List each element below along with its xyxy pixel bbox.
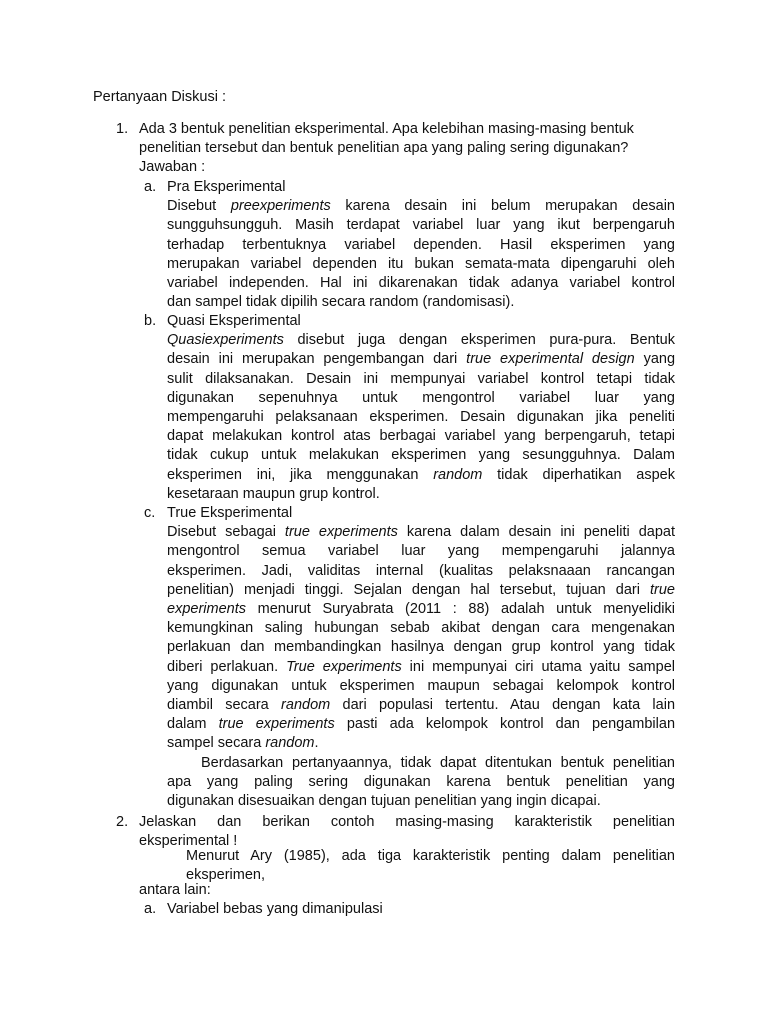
q2-number: 2. [116,814,129,830]
q2a-marker: a. [144,901,157,917]
q1a-line: terhadap terbentuknya variabel dependen. Hasil eksperimen yang [167,236,675,253]
q1-question-line: penelitian tersebut dan bentuk penelitian apa yang paling sering digunakan? [139,140,629,157]
q1a-marker: a. [144,179,157,195]
q1-question [139,120,675,178]
q2-question-line: eksperimental ! [139,833,238,850]
q1b-line: eksperimen ini, jika menggunakan random tidak diperhatikan aspek [167,466,675,483]
q1-number: 1. [116,121,129,137]
q1c-line: sampel secara random. [167,735,319,752]
q1c-line: kemungkinan saling hubungan sebab akibat dengan cara mengenakan [167,620,675,637]
q1-answer-label: Jawaban : [139,159,206,176]
q1b-line: dapat melakukan kontrol atas berbagai variabel yang berpengaruh, tetapi [167,428,675,445]
q2-antara: antara lain: [139,882,211,898]
q1c-section [167,504,675,811]
q1a-line: Disebut preexperiments karena desain ini belum merupakan desain [167,198,676,215]
q1c-line: perlakuan dan membandingkan hasilnya dengan grup kontrol yang tidak [167,639,675,656]
q1b-line: tidak cukup untuk melakukan eksperimen yang sesungguhnya. Dalam [167,447,675,464]
q1a-line: variabel independen. Hal ini dikarenakan tidak adanya variabel kontrol [167,275,675,292]
q1b-line: mempengaruhi pelaksanaan eksperimen. Desain digunakan jika peneliti [167,409,675,426]
q2-question-line: Jelaskan dan berikan contoh masing-masing karakteristik penelitian [139,814,675,830]
q1c-line: eksperimen. Jadi, validitas internal (kualitas pelaksnaaan rancangan [167,562,675,579]
q1-conclusion-line: digunakan disesuaikan dengan tujuan penelitian yang ingin dicapai. [167,793,601,810]
q1b-marker: b. [144,313,157,329]
q1b-line: kesetaraan maupun grup kontrol. [167,485,380,502]
q1a-section [167,178,675,312]
q1a-line: dan sampel tidak dipilih secara random (randomisasi). [167,294,515,311]
page-title: Pertanyaan Diskusi : [93,89,226,105]
q1a-title: Pra Eksperimental [167,179,286,195]
q1-conclusion-line: apa yang paling sering digunakan karena bentuk penelitian yang [167,773,675,790]
q1b-line: sulit dilaksanakan. Desain ini mempunyai variabel kontrol tetapi tidak [167,370,675,387]
q1b-line: Quasiexperiments disebut juga dengan eksperimen pura-pura. Bentuk [167,332,675,349]
q2a-text: Variabel bebas yang dimanipulasi [167,901,383,917]
q1-conclusion-line: Berdasarkan pertanyaannya, tidak dapat ditentukan bentuk penelitian [201,754,675,771]
q1a-line: merupakan variabel dependen itu bukan semata-mata dipengaruhi oleh [167,255,675,272]
q1c-marker: c. [144,505,156,521]
q1b-line: digunakan sepenuhnya untuk mengontrol variabel luar yang [167,389,675,406]
q1b-title: Quasi Eksperimental [167,313,301,329]
q1c-line: Disebut sebagai true experiments karena dalam desain ini peneliti dapat [167,524,675,541]
q1c-line: penelitian) menjadi tinggi. Sejalan dengan hal tersebut, tujuan dari true [167,581,675,598]
q1-question-line: Ada 3 bentuk penelitian eksperimental. Apa kelebihan masing-masing bentuk [139,121,634,137]
q1c-title: True Eksperimental [167,505,293,521]
q1c-line: experiments menurut Suryabrata (2011 : 88) adalah untuk menyelidiki [167,601,675,618]
q1c-line: diberi perlakuan. True experiments ini mempunyai ciri utama yaitu sampel [167,658,675,675]
q1c-line: dalam true experiments pasti ada kelompok kontrol dan pengambilan [167,716,676,733]
q1c-line: diambil secara random dari populasi tertentu. Atau dengan kata lain [167,697,676,714]
q2-ary-line: Menurut Ary (1985), ada tiga karakteristik penting dalam penelitian [186,848,675,864]
q2-ary-paragraph [186,847,675,885]
q1b-section [167,312,675,504]
q1b-line: desain ini merupakan pengembangan dari true experimental design yang [167,351,676,368]
q1a-line: sungguhsungguh. Masih terdapat variabel luar yang ikut berpengaruh [167,217,675,234]
q2-question [139,813,675,851]
q1c-line: yang digunakan untuk eksperimen maupun sebagai kelompok kontrol [167,677,675,694]
q1c-line: mengontrol semua variabel luar yang mempengaruhi jalannya [167,543,675,560]
q2-ary-line: eksperimen, [186,867,265,884]
